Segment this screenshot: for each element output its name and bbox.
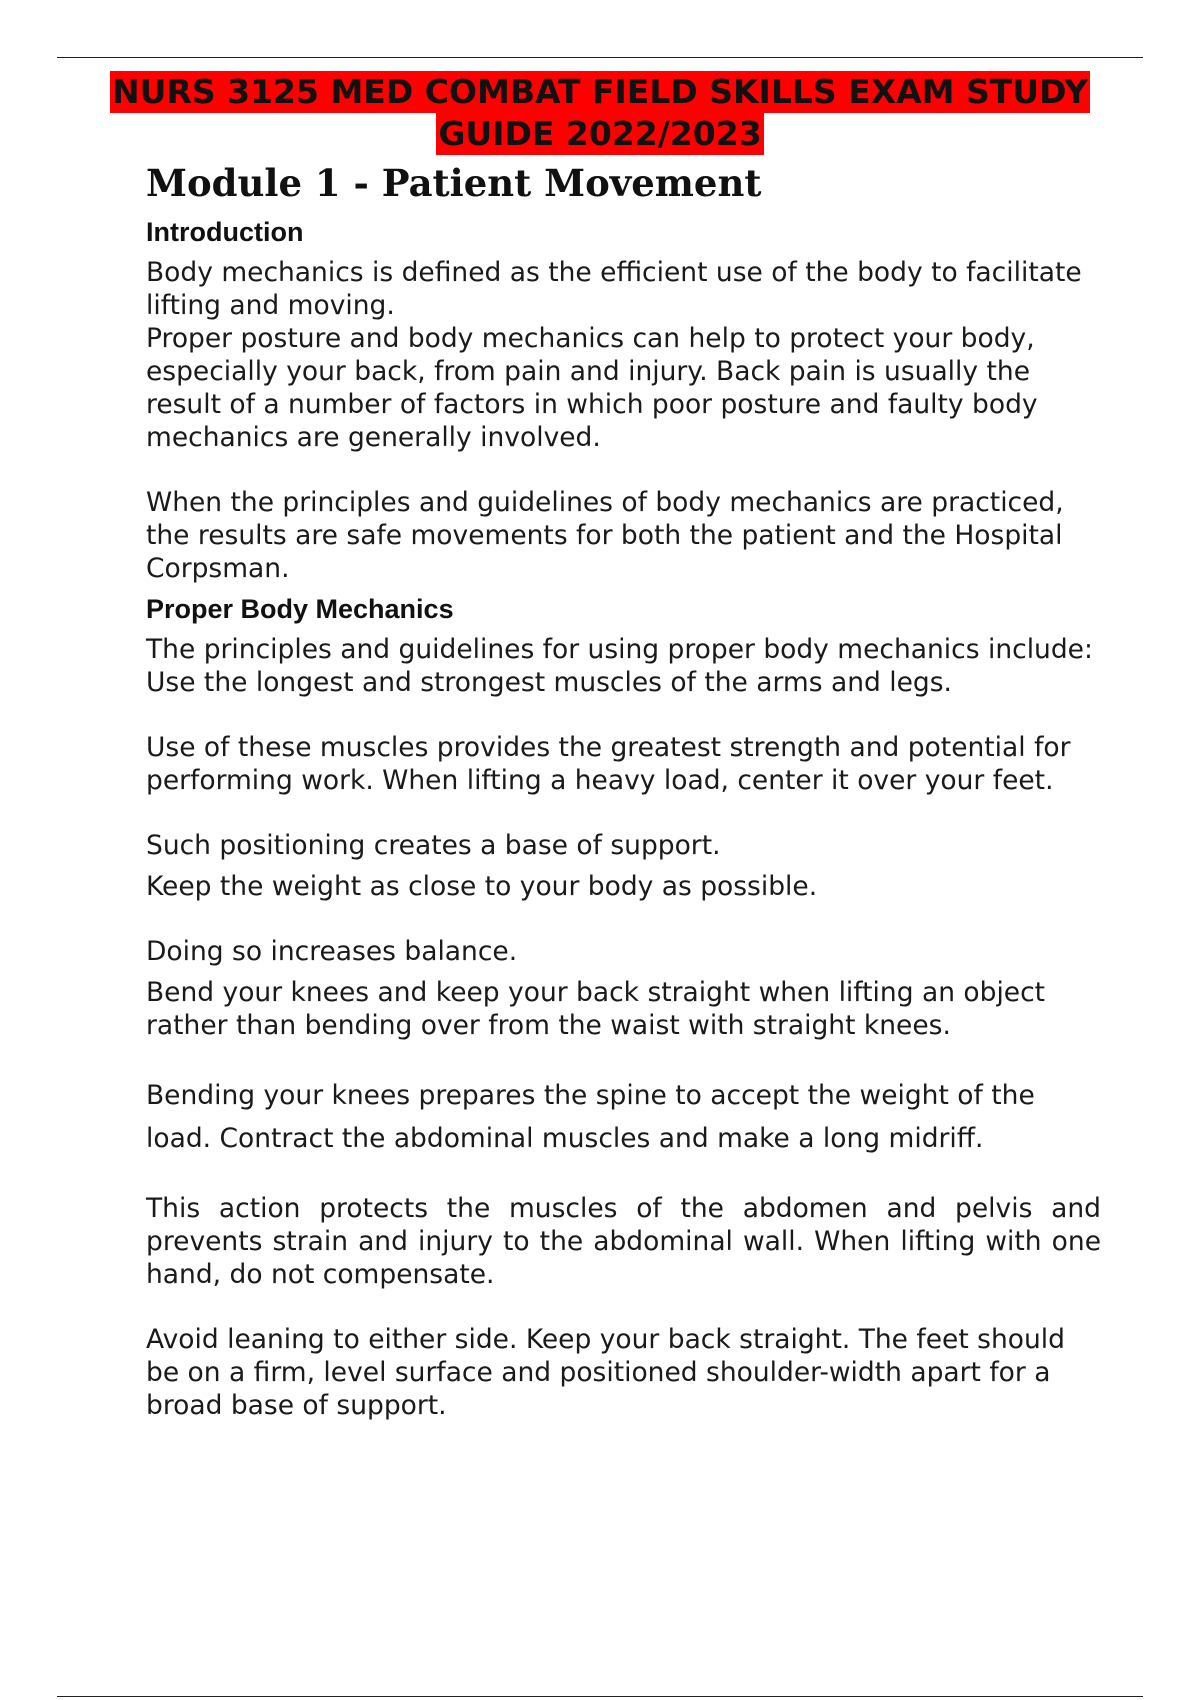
section-heading-proper-body-mechanics: Proper Body Mechanics: [146, 594, 454, 624]
paragraph: When the principles and guidelines of body mechanics are practiced, the results are safe movements for both the patient and the Hospital Corpsman.: [146, 487, 1064, 584]
title-line-1: NURS 3125 MED COMBAT FIELD SKILLS EXAM STUDY: [112, 72, 1088, 111]
paragraph: Proper posture and body mechanics can help to protect your body, especially your back, from pain and injury. Back pain is usually the result of a number of factors in which poor posture and faulty body mechanics are generally involved.: [146, 323, 1038, 453]
paragraph: This action protects the muscles of the abdomen and pelvis and prevents strain and injury to the abdominal wall. When lifting with one hand, do not compensate.: [146, 1193, 1101, 1290]
paragraph: Use of these muscles provides the greatest strength and potential for performing work. When lifting a heavy load, center it over your feet.: [146, 732, 1071, 796]
document-body: [146, 158, 1101, 1422]
paragraph: Such positioning creates a base of support.: [146, 830, 721, 861]
section-heading-introduction: Introduction: [146, 217, 304, 247]
paragraph: Body mechanics is defined as the efficient use of the body to facilitate lifting and moving.: [146, 257, 1082, 321]
paragraph: Bend your knees and keep your back straight when lifting an object rather than bending over from the waist with straight knees.: [146, 977, 1046, 1041]
paragraph: Keep the weight as close to your body as possible.: [146, 871, 818, 902]
top-rule: [57, 57, 1143, 58]
title-line-2: GUIDE 2022/2023: [438, 114, 762, 153]
paragraph: Bending your knees prepares the spine to accept the weight of the load. Contract the abdominal muscles and make a long midriff.: [146, 1080, 1035, 1154]
paragraph: Avoid leaning to either side. Keep your back straight. The feet should be on a firm, level surface and positioned shoulder-width apart for a broad base of support.: [146, 1324, 1065, 1421]
paragraph: The principles and guidelines for using proper body mechanics include: Use the longest and strongest muscles of the arms and legs.: [146, 634, 1093, 698]
bottom-rule: [57, 1696, 1143, 1697]
module-heading: Module 1 - Patient Movement: [146, 161, 762, 205]
paragraph: Doing so increases balance.: [146, 936, 518, 967]
document-title: [57, 71, 1143, 155]
